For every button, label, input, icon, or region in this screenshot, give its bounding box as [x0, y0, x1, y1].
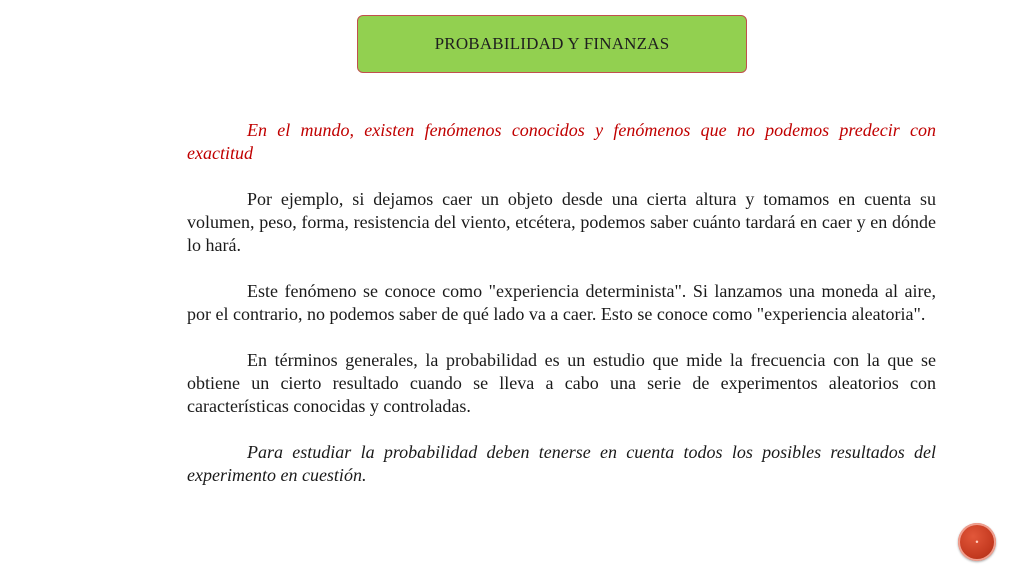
determinism-paragraph: Este fenómeno se conoce como "experiencia determinista". Si lanzamos una moneda al aire, por el contrario, no podemos saber de qué lado va a caer. Esto se conoce como "experiencia aleatoria".: [187, 281, 936, 324]
slide-number-badge-icon: [958, 523, 996, 561]
closing-paragraph: Para estudiar la probabilidad deben tenerse en cuenta todos los posibles resultados del experimento en cuestión.: [187, 442, 936, 485]
definition-paragraph: En términos generales, la probabilidad es un estudio que mide la frecuencia con la que se obtiene un cierto resultado cuando se lleva a cabo una serie de experimentos aleatorios con características conocidas y controladas.: [187, 350, 936, 416]
example-paragraph: Por ejemplo, si dejamos caer un objeto desde una cierta altura y tomamos en cuenta su volumen, peso, forma, resistencia del viento, etcétera, podemos saber cuánto tardará en caer y en dónde lo hará.: [187, 189, 936, 255]
slide-title: PROBABILIDAD Y FINANZAS: [434, 34, 670, 53]
slide-title-box: [357, 15, 747, 73]
slide-body: [187, 119, 936, 510]
slide-number-glyph: •: [975, 537, 979, 547]
intro-paragraph: En el mundo, existen fenómenos conocidos y fenómenos que no podemos predecir con exactitud: [187, 120, 936, 163]
